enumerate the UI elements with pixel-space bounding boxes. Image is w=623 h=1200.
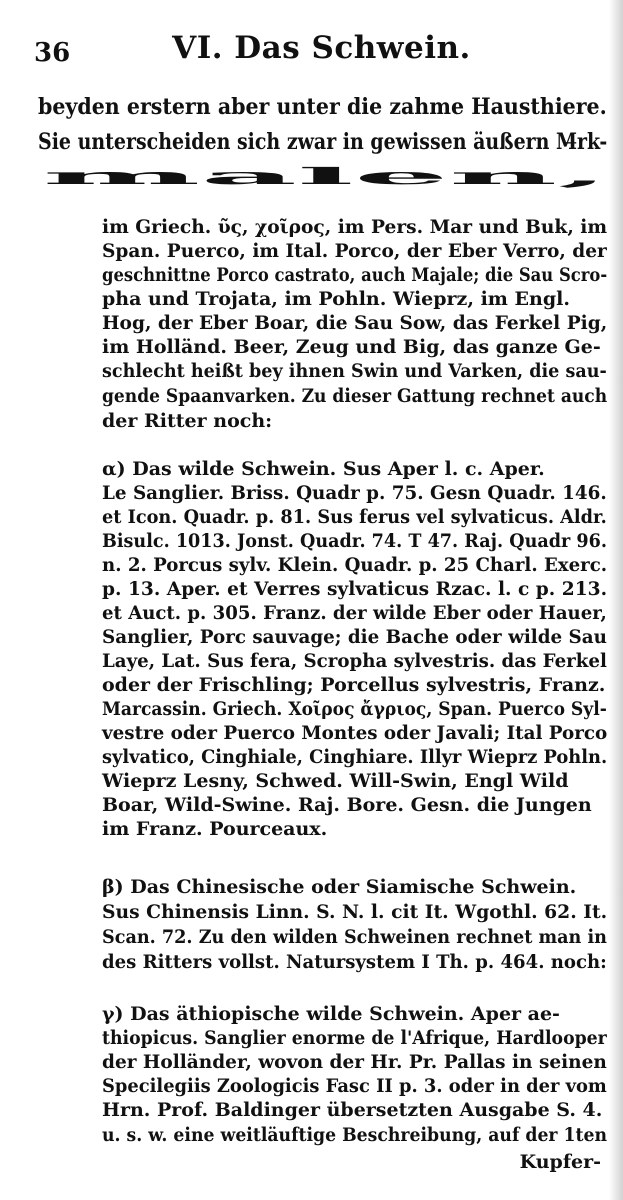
text-line: gende Spaanvarken. Zu dieser Gattung rechnet auch — [102, 385, 608, 407]
text-line: Span. Puerco, im Ital. Porco, der Eber Verro, der — [102, 240, 607, 262]
text-line: der Ritter noch: — [102, 410, 273, 432]
text-line: malen, — [42, 164, 609, 190]
text-line: im Griech. ῦς, χοῖρος, im Pers. Mar und Buk, im — [102, 216, 608, 238]
text-line: et Auct. p. 305. Franz. der wilde Eber oder Hauer, — [102, 602, 607, 624]
text-line: Bisulc. 1013. Jonst. Quadr. 74. T 47. Raj. Quadr 96. — [102, 530, 607, 552]
text-line: vestre oder Puerco Montes oder Javali; Ital Porco — [102, 722, 608, 744]
text-line: der Holländer, wovon der Hr. Pr. Pallas in seinen — [102, 1051, 607, 1073]
text-line: n. 2. Porcus sylv. Klein. Quadr. p. 25 Charl. Exerc. — [102, 554, 608, 576]
scan-edge-shadow — [609, 0, 623, 1200]
running-title: VI. Das Schwein. — [172, 30, 471, 66]
text-line: im Holländ. Beer, Zeug und Big, das ganze Ge- — [102, 336, 601, 358]
text-line: schlecht heißt bey ihnen Swin und Varken, die sau- — [102, 360, 607, 382]
text-line: thiopicus. Sanglier enorme de l'Afrique, Hardlooper — [102, 1027, 607, 1049]
text-line: geschnittne Porco castrato, auch Majale; die Sau Scro- — [102, 264, 608, 286]
text-line: beyden erstern aber unter die zahme Hausthiere. — [38, 94, 607, 120]
text-line: β) Das Chinesische oder Siamische Schwein. — [102, 876, 577, 898]
text-line: Boar, Wild-Swine. Raj. Bore. Gesn. die Jungen — [102, 794, 592, 816]
text-line: α) Das wilde Schwein. Sus Aper l. c. Aper. — [102, 458, 545, 480]
text-line: Marcassin. Griech. Χοῖρος ἄγριος, Span. Puerco Syl- — [102, 698, 607, 720]
text-line: pha und Trojata, im Pohln. Wieprz, im Engl. — [102, 288, 570, 310]
text-line: u. s. w. eine weitläuftige Beschreibung, auf der 1ten — [102, 1124, 608, 1146]
text-line: p. 13. Aper. et Verres sylvaticus Rzac. l. c p. 213. — [102, 578, 608, 600]
catchword: Kupfer- — [519, 1151, 601, 1173]
text-line: Sus Chinensis Linn. S. N. l. cit It. Wgothl. 62. It. — [102, 901, 608, 923]
text-line: et Icon. Quadr. p. 81. Sus ferus vel sylvaticus. Aldr. — [102, 506, 607, 528]
page-number: 36 — [34, 38, 71, 68]
text-line: sylvatico, Cinghiale, Cinghiare. Illyr Wieprz Pohln. — [102, 746, 608, 768]
text-line: oder der Frischling; Porcellus sylvestris, Franz. — [102, 674, 606, 696]
text-line: Sie unterscheiden sich zwar in gewissen äußern M̶rk- — [38, 129, 608, 155]
text-line: Hog, der Eber Boar, die Sau Sow, das Ferkel Pig, — [102, 312, 608, 334]
text-line: im Franz. Pourceaux. — [102, 818, 328, 840]
text-line: Le Sanglier. Briss. Quadr p. 75. Gesn Quadr. 146. — [102, 482, 607, 504]
text-line: Scan. 72. Zu den wilden Schweinen rechnet man in — [102, 926, 607, 948]
text-line: Laye, Lat. Sus fera, Scropha sylvestris. das Ferkel — [102, 650, 607, 672]
page-header — [34, 30, 609, 70]
text-line: γ) Das äthiopische wilde Schwein. Aper ae- — [102, 1003, 560, 1025]
text-line: Sanglier, Porc sauvage; die Bache oder wilde Sau — [102, 626, 607, 648]
text-line: Wieprz Lesny, Schwed. Will-Swin, Engl Wild — [102, 770, 569, 792]
text-line: Specilegiis Zoologicis Fasc II p. 3. oder in der vom — [102, 1075, 607, 1097]
text-line: Hrn. Prof. Baldinger übersetzten Ausgabe S. 4. — [102, 1099, 603, 1121]
text-line: des Ritters vollst. Natursystem I Th. p. 464. noch: — [102, 951, 607, 973]
